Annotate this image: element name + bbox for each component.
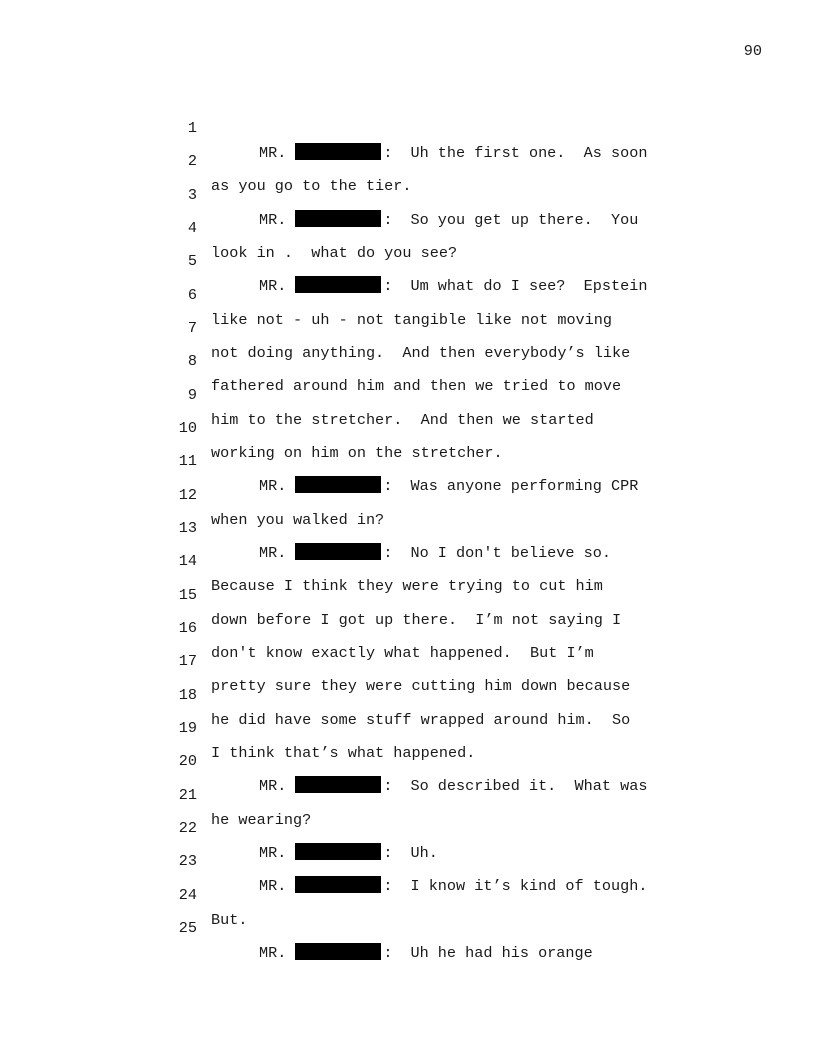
line-number: 12 (178, 485, 197, 504)
speaker-label: MR. (259, 277, 287, 296)
line-text: But. (211, 910, 248, 929)
speaker-label: MR. (259, 543, 287, 562)
line-text: he wearing? (211, 810, 312, 829)
line-number: 3 (187, 185, 197, 204)
line-number: 11 (178, 452, 197, 471)
transcript-line: 3 MR. : So you get up there. You (0, 158, 816, 191)
transcript-line (0, 258, 816, 329)
transcript-line: 13 MR. : No I don't believe so. (0, 491, 816, 524)
speaker-label: MR. (259, 210, 287, 229)
speaker-label: MR. (259, 144, 287, 162)
line-number: 17 (178, 652, 197, 671)
line-text: I know it’s kind of tough. (410, 877, 648, 896)
speaker-label: MR. (259, 777, 287, 796)
line-number: 23 (178, 852, 197, 871)
line-number: 9 (187, 385, 197, 404)
transcript-line (0, 191, 816, 262)
line-number: 8 (187, 352, 197, 371)
transcript-line (0, 124, 816, 196)
line-text: as you go to the tier. (211, 177, 412, 196)
line-number: 25 (178, 918, 197, 937)
line-text: pretty sure they were cutting him down because (211, 677, 631, 696)
line-number: 13 (178, 518, 197, 537)
line-text: fathered around him and then we tried to move (211, 377, 622, 396)
line-number: 14 (178, 552, 197, 571)
line-text: Uh he had his orange (410, 943, 593, 962)
transcript-line (0, 291, 816, 362)
line-text: down before I got up there. I’m not saying I (211, 610, 622, 629)
line-text: don't know exactly what happened. But I’m (211, 643, 594, 662)
line-text: when you walked in? (211, 510, 385, 529)
transcript-line: 23 MR. : I know it’s kind of tough. (0, 824, 816, 857)
redaction-box (295, 943, 381, 960)
line-number: 18 (178, 685, 197, 704)
transcript-line: 22 MR. : Uh. (0, 791, 816, 824)
line-number: 20 (178, 752, 197, 771)
line-number: 15 (178, 585, 197, 604)
line-number: 4 (187, 218, 197, 237)
line-text: him to the stretcher. And then we started (211, 410, 594, 429)
line-text: like not - uh - not tangible like not moving (211, 310, 613, 329)
line-number: 10 (178, 418, 197, 437)
transcript-line: 25 MR. : Uh he had his orange (0, 891, 816, 924)
line-number: 6 (187, 285, 197, 304)
speaker-label: MR. (259, 477, 287, 496)
transcript (0, 91, 816, 962)
transcript-line (0, 324, 816, 396)
line-text: look in . what do you see? (211, 243, 458, 262)
line-text: Um what do I see? Epstein (410, 277, 648, 296)
transcript-line: 11 MR. : Was anyone performing CPR (0, 424, 816, 457)
line-number: 7 (187, 318, 197, 337)
transcript-line: 20 MR. : So described it. What was (0, 724, 816, 757)
line-number: 21 (178, 785, 197, 804)
speaker-label: MR. (259, 843, 287, 862)
line-text: I think that’s what happened. (211, 743, 476, 762)
line-number: 5 (187, 252, 197, 271)
line-number: 1 (187, 119, 197, 137)
line-text: working on him on the stretcher. (211, 443, 503, 462)
line-text: No I don't believe so. (410, 543, 611, 562)
page-number: 90 (743, 42, 762, 60)
line-number: 16 (178, 618, 197, 637)
transcript-line: 5 MR. : Um what do I see? Epstein (0, 224, 816, 257)
line-text: Was anyone performing CPR (410, 477, 639, 496)
line-text: Uh. (410, 843, 438, 862)
speaker-label: MR. (259, 943, 287, 962)
line-number: 2 (187, 152, 197, 171)
line-text: he did have some stuff wrapped around him. So (211, 710, 631, 729)
line-text: So you get up there. You (410, 210, 639, 229)
line-number: 24 (178, 885, 197, 904)
line-text: not doing anything. And then everybody’s like (211, 343, 631, 362)
line-text: Uh the first one. As soon (410, 144, 648, 162)
line-text: So described it. What was (410, 777, 648, 796)
line-text: Because I think they were trying to cut him (211, 577, 603, 596)
transcript-line: 1 MR. : Uh the first one. As soon (0, 91, 816, 124)
speaker-label: MR. (259, 877, 287, 896)
line-number: 19 (178, 718, 197, 737)
line-number: 22 (178, 818, 197, 837)
